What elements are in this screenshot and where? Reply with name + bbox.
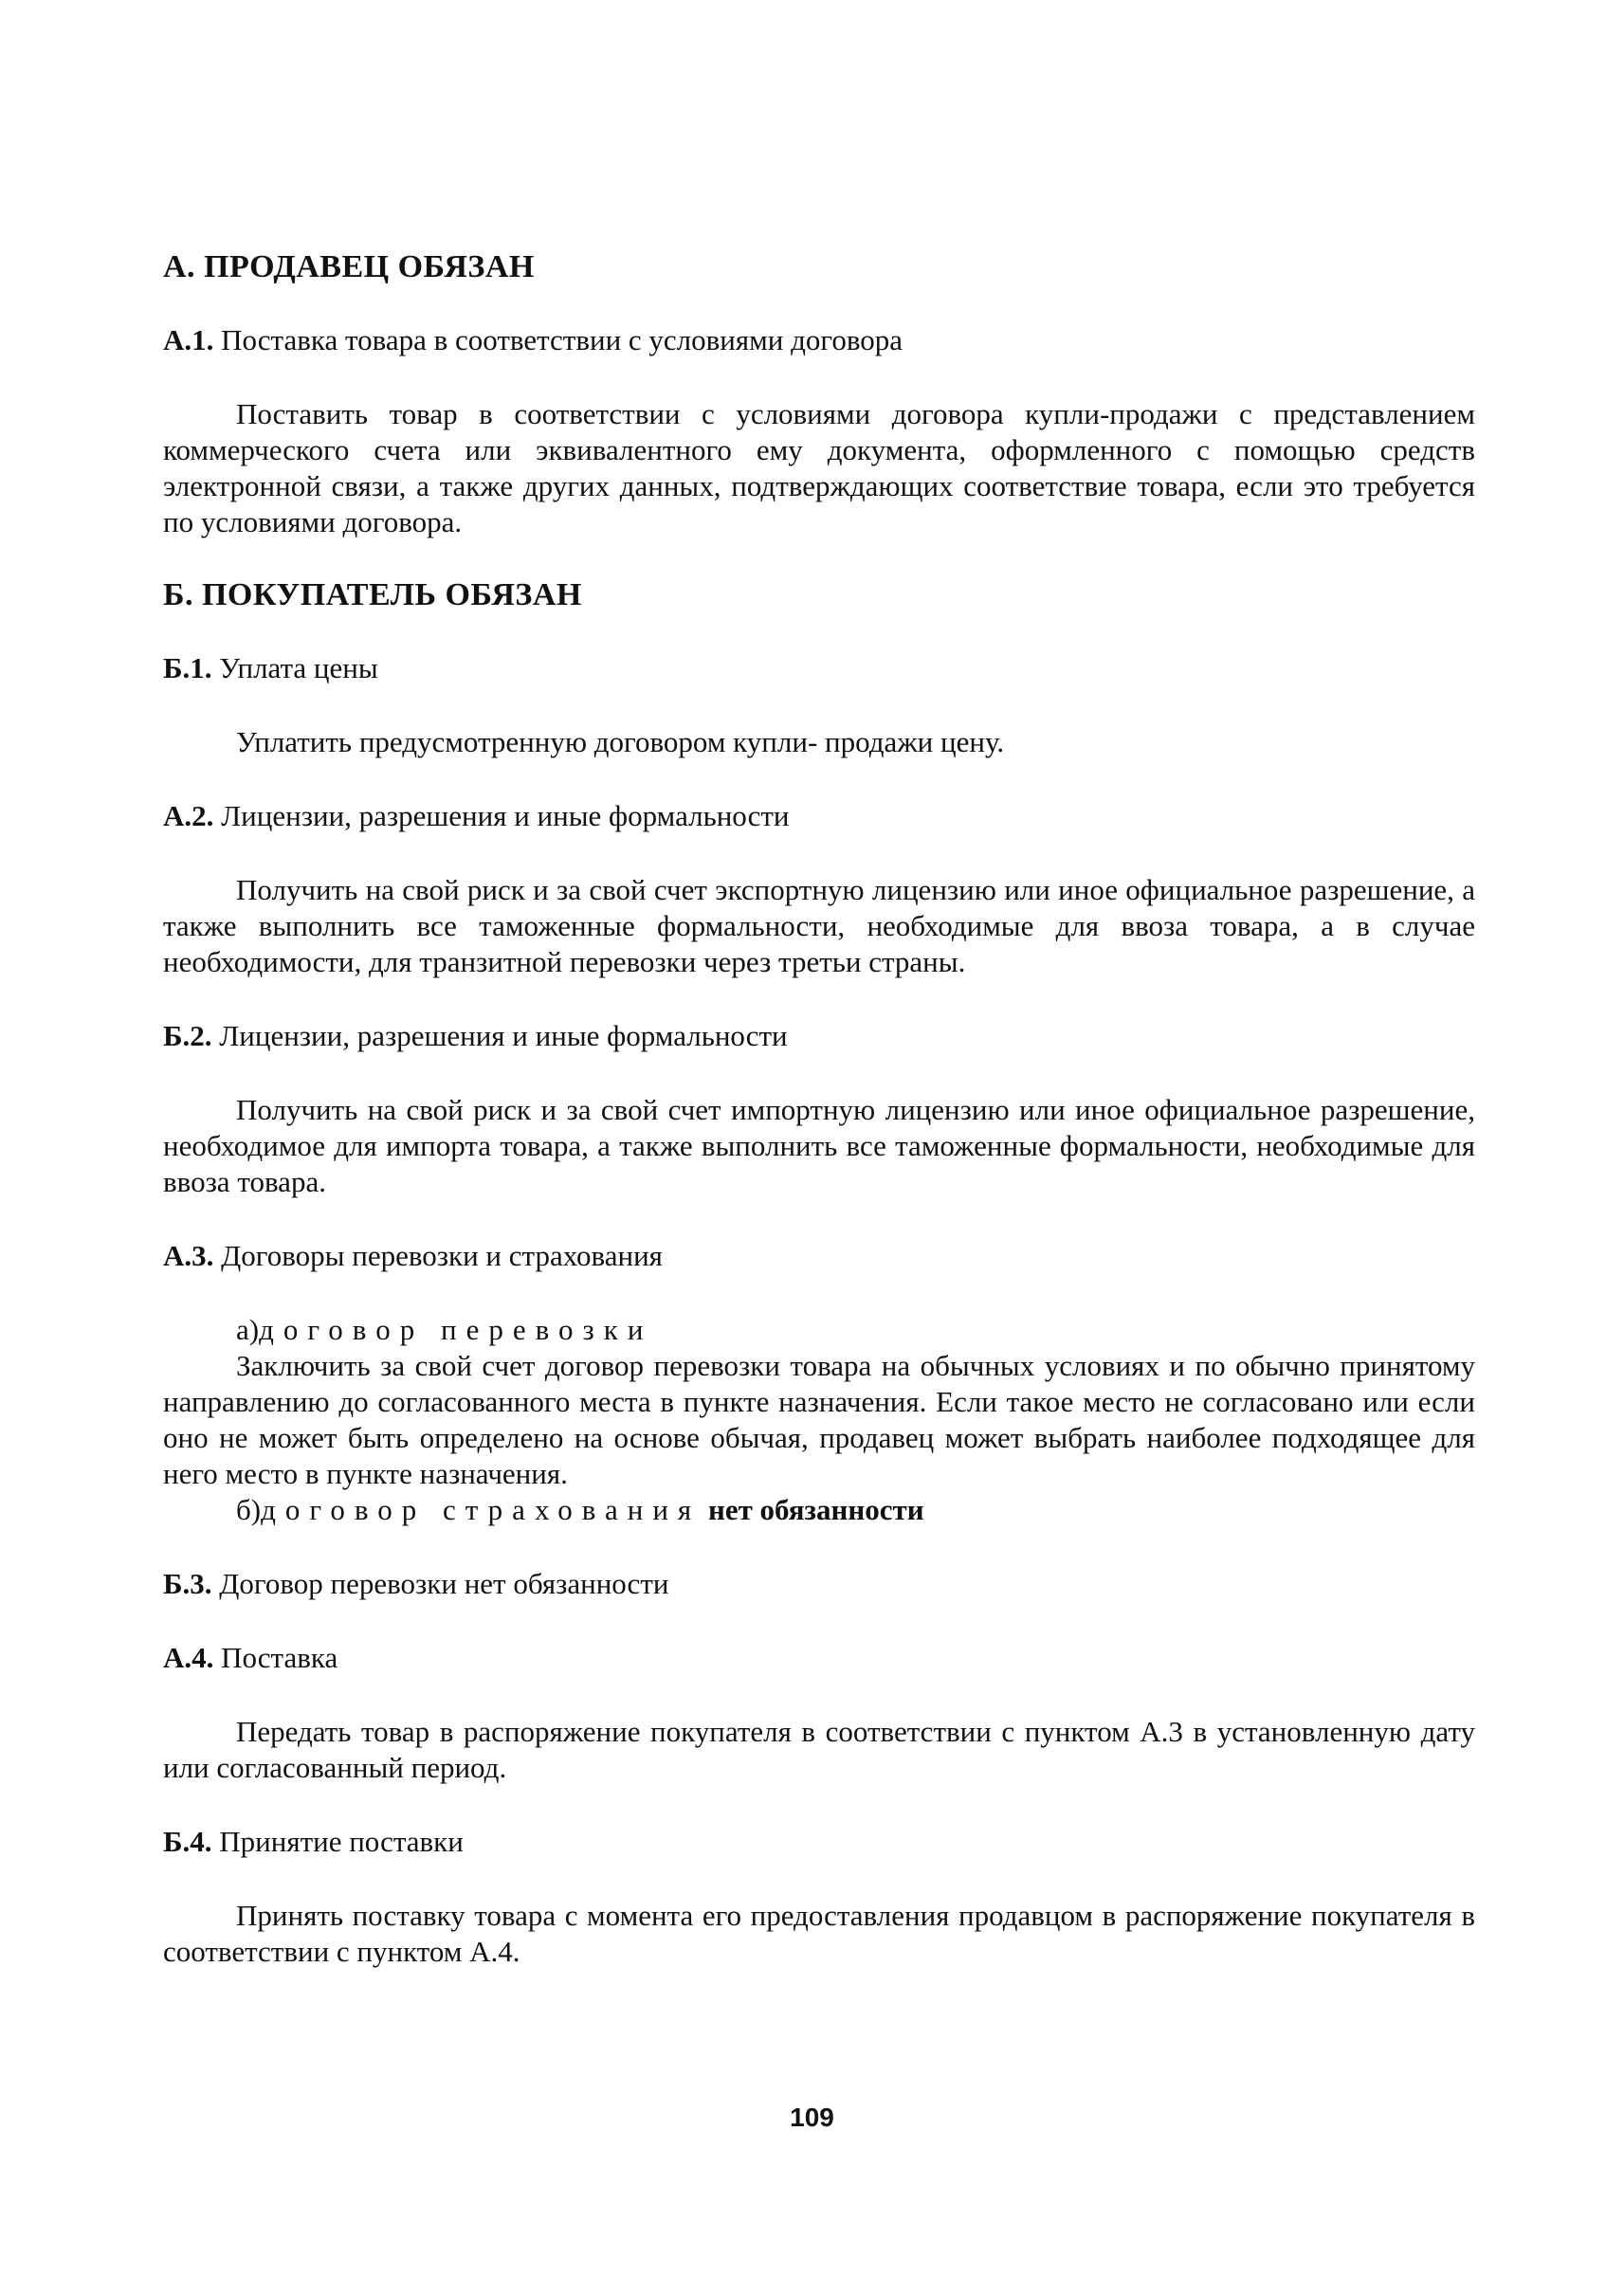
clause-a2-title-text: Лицензии, разрешения и иные формальности: [221, 799, 790, 832]
clause-a3-title: [163, 1238, 1475, 1274]
clause-a1-title-text: Поставка товара в соответствии с условиями договора: [221, 323, 903, 356]
clause-b4-title: [163, 1824, 1475, 1860]
item-a-prefix: а): [236, 1313, 260, 1346]
clause-a4-title: [163, 1640, 1475, 1676]
clause-a4-number: А.4.: [163, 1641, 214, 1674]
clause-a3-item-a-text: Заключить за свой счет договор перевозки товара на обычных условиях и по обычно принятому направлению до согласованного места в пункте назначения. Если такое место не согласовано или если оно не может быть определено на основе обычая, продавец может выбрать наиболее подходящее для него место в пункте назначения.: [163, 1349, 1475, 1490]
clause-b4-text: Принять поставку товара с момента его предоставления продавцом в распоряжение покупателя в соответствии с пунктом А.4.: [163, 1899, 1475, 1968]
section-a-heading: А. ПРОДАВЕЦ ОБЯЗАН: [163, 249, 535, 284]
clause-a2-number: А.2.: [163, 799, 214, 832]
clause-b4-number: Б.4.: [163, 1825, 212, 1858]
clause-b2-text: Получить на свой риск и за свой счет импортную лицензию или иное официальное разрешение, необходимое для импорта товара, а также выполнить все таможенные формальности, необходимые для ввоза товара.: [163, 1093, 1475, 1198]
clause-b1-text: Уплатить предусмотренную договором купли- продажи цену.: [236, 725, 1005, 758]
item-a-label: договор перевозки: [259, 1313, 653, 1346]
clause-b3-title: [163, 1566, 1475, 1602]
clause-a3-item-b: [163, 1492, 1475, 1528]
page-number: 109: [790, 2103, 834, 2132]
clause-b1-title-text: Уплата цены: [219, 651, 378, 684]
clause-a2-text: Получить на свой риск и за свой счет экспортную лицензию или иное официальное разрешение, а также выполнить все таможенные формальности, необходимые для ввоза товара, а в случае необходимости, для транзитной перевозки через третьи страны.: [163, 873, 1475, 978]
clause-a2-title: [163, 798, 1475, 834]
clause-a1-title: [163, 322, 1475, 358]
item-b-label: договор страхования: [261, 1493, 702, 1526]
clause-a3-number: А.3.: [163, 1239, 214, 1272]
clause-b3-title-text: Договор перевозки нет обязанности: [219, 1567, 669, 1600]
clause-a1-text: Поставить товар в соответствии с условиями договора купли-продажи с представлением коммерческого счета или эквивалентного ему документа, оформленного с помощью средств электронной связи, а также других данных, подтверждающих соответствие товара, если это требуется по условиями договора.: [163, 397, 1475, 538]
document-page: [163, 248, 1475, 1970]
clause-a4-text: Передать товар в распоряжение покупателя в соответствии с пунктом А.3 в установленную дату или согласованный период.: [163, 1715, 1475, 1784]
clause-a3-title-text: Договоры перевозки и страхования: [221, 1239, 663, 1272]
clause-b1-number: Б.1.: [163, 651, 212, 684]
section-b-heading: Б. ПОКУПАТЕЛЬ ОБЯЗАН: [163, 577, 582, 612]
clause-b4-title-text: Принятие поставки: [219, 1825, 464, 1858]
clause-b2-title: [163, 1018, 1475, 1054]
item-b-text: нет обязанности: [707, 1493, 924, 1526]
clause-b1-title: [163, 650, 1475, 686]
clause-b2-number: Б.2.: [163, 1019, 212, 1052]
clause-b2-title-text: Лицензии, разрешения и иные формальности: [219, 1019, 788, 1052]
clause-a4-title-text: Поставка: [221, 1641, 338, 1674]
clause-b3-number: Б.3.: [163, 1567, 212, 1600]
clause-a1-number: А.1.: [163, 323, 214, 356]
item-b-prefix: б): [236, 1493, 262, 1526]
clause-a3-item-a-label: [163, 1312, 1475, 1348]
